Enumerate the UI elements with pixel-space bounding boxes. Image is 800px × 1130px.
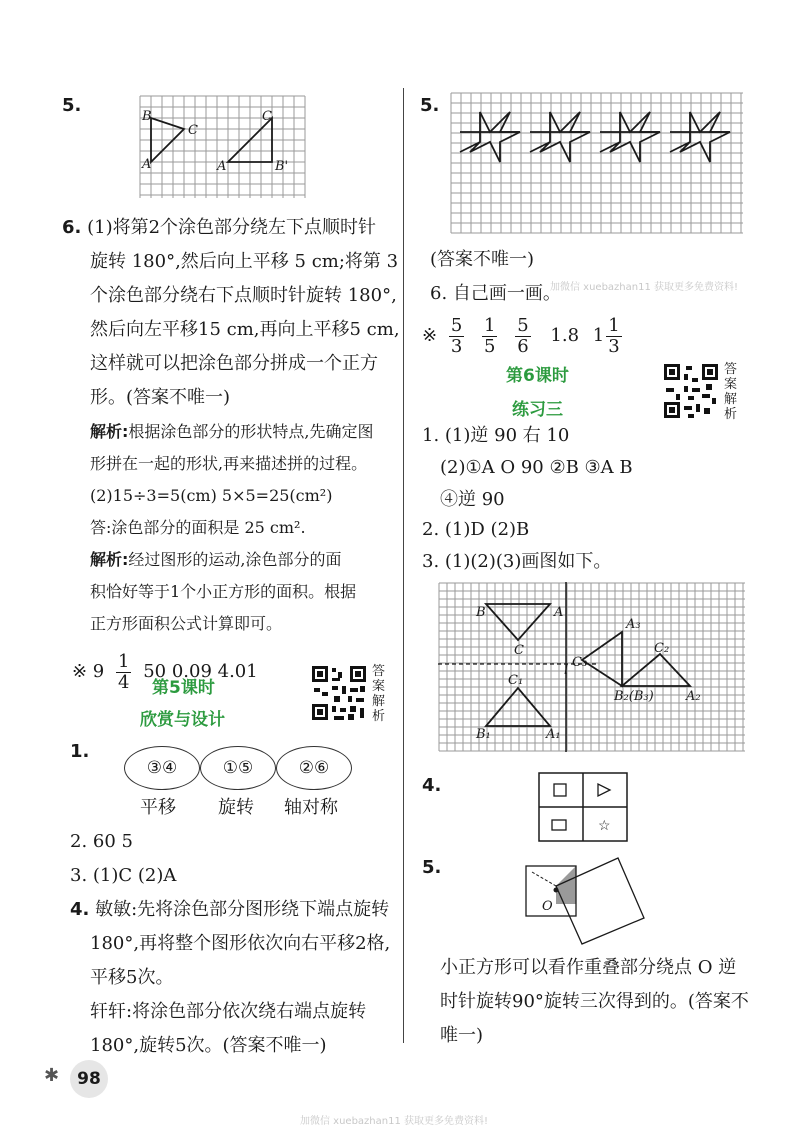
q5b-label: 5. [422,857,442,878]
q4-block [70,898,389,922]
jiexi-2-line-2: 积恰好等于1个小正方形的面积。根据 [90,582,357,601]
q3-line: 3. (1)(2)(3)画图如下。 [422,551,612,572]
q6-label: 6. [62,217,82,238]
lesson5-title: 第5课时 [152,678,215,698]
q6-block [62,216,376,240]
denominator: 6 [517,335,529,357]
q4-four-square-figure [538,772,628,842]
q5-grid-figure [138,94,310,200]
q4-line-3: 平移5次。 [90,967,174,988]
fraction [449,316,464,357]
q4-line-1: 敏敏:先将涂色部分图形绕下端点旋转 [95,899,390,920]
q6-line-5: 这样就可以把涂色部分拼成一个正方 [90,353,378,374]
star-answers-right [422,314,628,358]
q2-line: 2. 60 5 [70,831,133,852]
q5-note: (答案不唯一) [430,249,535,270]
jiexi-2-line-3: 正方形面积公式计算即可。 [90,614,283,633]
numerator: 5 [517,314,529,336]
mixed-whole: 1 [592,325,605,346]
q4b-line-1: 轩轩:将涂色部分依次绕右端点旋转 [90,1001,367,1022]
svg-text:B': B' [275,159,289,174]
qr-caption: 答案解析 [372,664,386,724]
jiexi-2 [90,548,342,572]
q4b-line-2: 180°,旋转5次。(答案不唯一) [90,1035,327,1056]
q6-line-4: 然后向左平移15 cm,再向上平移5 cm, [90,319,400,340]
denominator: 4 [118,671,130,693]
q5b-line-1: 小正方形可以看作重叠部分绕点 O 逆 [440,957,737,978]
jiexi-1-line-2: 形拼在一起的形状,再来描述拼的过程。 [90,454,368,473]
svg-text:☆: ☆ [598,818,611,834]
denominator: 3 [608,335,620,357]
lesson5-subtitle: 欣赏与设计 [140,710,225,730]
svg-text:C₂: C₂ [654,641,670,656]
jiexi-label: 解析: [90,550,129,569]
svg-text:B: B [142,109,152,124]
star-prefix: ※ 9 [72,661,105,682]
q1-line-1: 1. (1)逆 90 右 10 [422,425,570,446]
svg-text:B₂(B₃): B₂(B₃) [614,689,654,704]
q5b-line-2: 时针旋转90°旋转三次得到的。(答案不 [440,991,749,1012]
q6-line-1: (1)将第2个涂色部分绕左下点顺时针 [87,217,377,238]
answer-line: 答:涂色部分的面积是 25 cm². [90,518,306,537]
star-rest: 50 0.09 4.01 [143,661,258,682]
svg-text:C: C [514,643,524,658]
numerator: 5 [450,314,463,336]
svg-text:O: O [542,899,553,914]
qr-code-icon[interactable] [310,664,368,722]
fraction [515,316,530,357]
q2-line: 2. (1)D (2)B [422,519,530,540]
page-number: 98 [70,1060,108,1098]
q1-line-2: (2)①A O 90 ②B ③A B [440,457,633,478]
fraction [116,652,131,693]
jiexi-1 [90,420,374,444]
q5-label: 5. [62,95,82,116]
svg-text:C: C [188,123,198,138]
svg-text:A₂: A₂ [686,689,701,704]
q6-line-2: 旋转 180°,然后向上平移 5 cm;将第 3 [90,251,399,272]
svg-text:A₁: A₁ [546,727,561,742]
caption-symmetry: 轴对称 [284,797,338,818]
numerator: 1 [484,314,496,336]
svg-text:B₁: B₁ [476,727,491,742]
caption-rotation: 旋转 [218,797,254,818]
lesson6-subtitle: 练习三 [512,400,563,420]
column-divider [403,88,404,1043]
svg-text:A: A [554,605,564,620]
q4-label: 4. [70,899,90,920]
fraction [606,316,621,357]
q1-label: 1. [70,741,90,762]
q5-pattern-grid [450,92,746,236]
q6-line-3: 个涂色部分绕右下点顺时针旋转 180°, [90,285,397,306]
numerator: 1 [118,650,130,672]
star-decoration-icon: ✱ [44,1065,60,1086]
svg-text:C₃: C₃ [572,655,588,670]
pill-rotation: ①⑤ [200,746,276,790]
denominator: 3 [450,335,463,357]
qr-code-icon[interactable] [662,362,720,420]
star-mid: 1.8 [550,325,580,346]
q3-grid-figure [438,582,748,754]
numerator: 1 [608,314,620,336]
q1-line-3: ④逆 90 [440,489,505,510]
jiexi-label: 解析: [90,422,129,441]
jiexi-2-line-1: 经过图形的运动,涂色部分的面 [128,550,342,569]
lesson6-title: 第6课时 [506,366,569,386]
caption-translation: 平移 [140,797,176,818]
q3-line: 3. (1)C (2)A [70,865,177,886]
jiexi-1-line-1: 根据涂色部分的形状特点,先确定图 [128,422,374,441]
q6-line-6: 形。(答案不唯一) [90,387,231,408]
pill-translation: ③④ [124,746,200,790]
pill-symmetry: ②⑥ [276,746,352,790]
q5b-line-3: 唯一) [440,1025,484,1046]
svg-text:C: C [262,109,272,124]
svg-text:C₁: C₁ [508,673,524,688]
watermark-text: 加微信 xuebazhan11 获取更多免费资料! [300,1116,489,1127]
calc-line: (2)15÷3=5(cm) 5×5=25(cm²) [90,486,333,505]
denominator: 5 [484,335,496,357]
q4-line-2: 180°,再将整个图形依次向右平移2格, [90,933,391,954]
star-prefix: ※ [422,325,438,346]
qr-caption: 答案解析 [724,362,738,422]
q5-label: 5. [420,95,440,116]
svg-text:A₃: A₃ [626,617,641,632]
q5b-rotated-squares-figure [518,852,658,948]
watermark-text: 加微信 xuebazhan11 获取更多免费资料! [550,282,739,293]
svg-text:B: B [476,605,486,620]
svg-text:A: A [217,159,227,174]
svg-text:A: A [142,157,152,172]
svg-text:l: l [564,663,569,678]
q4-label: 4. [422,775,442,796]
fraction [482,316,497,357]
q6-line: 6. 自己画一画。 [430,283,561,304]
